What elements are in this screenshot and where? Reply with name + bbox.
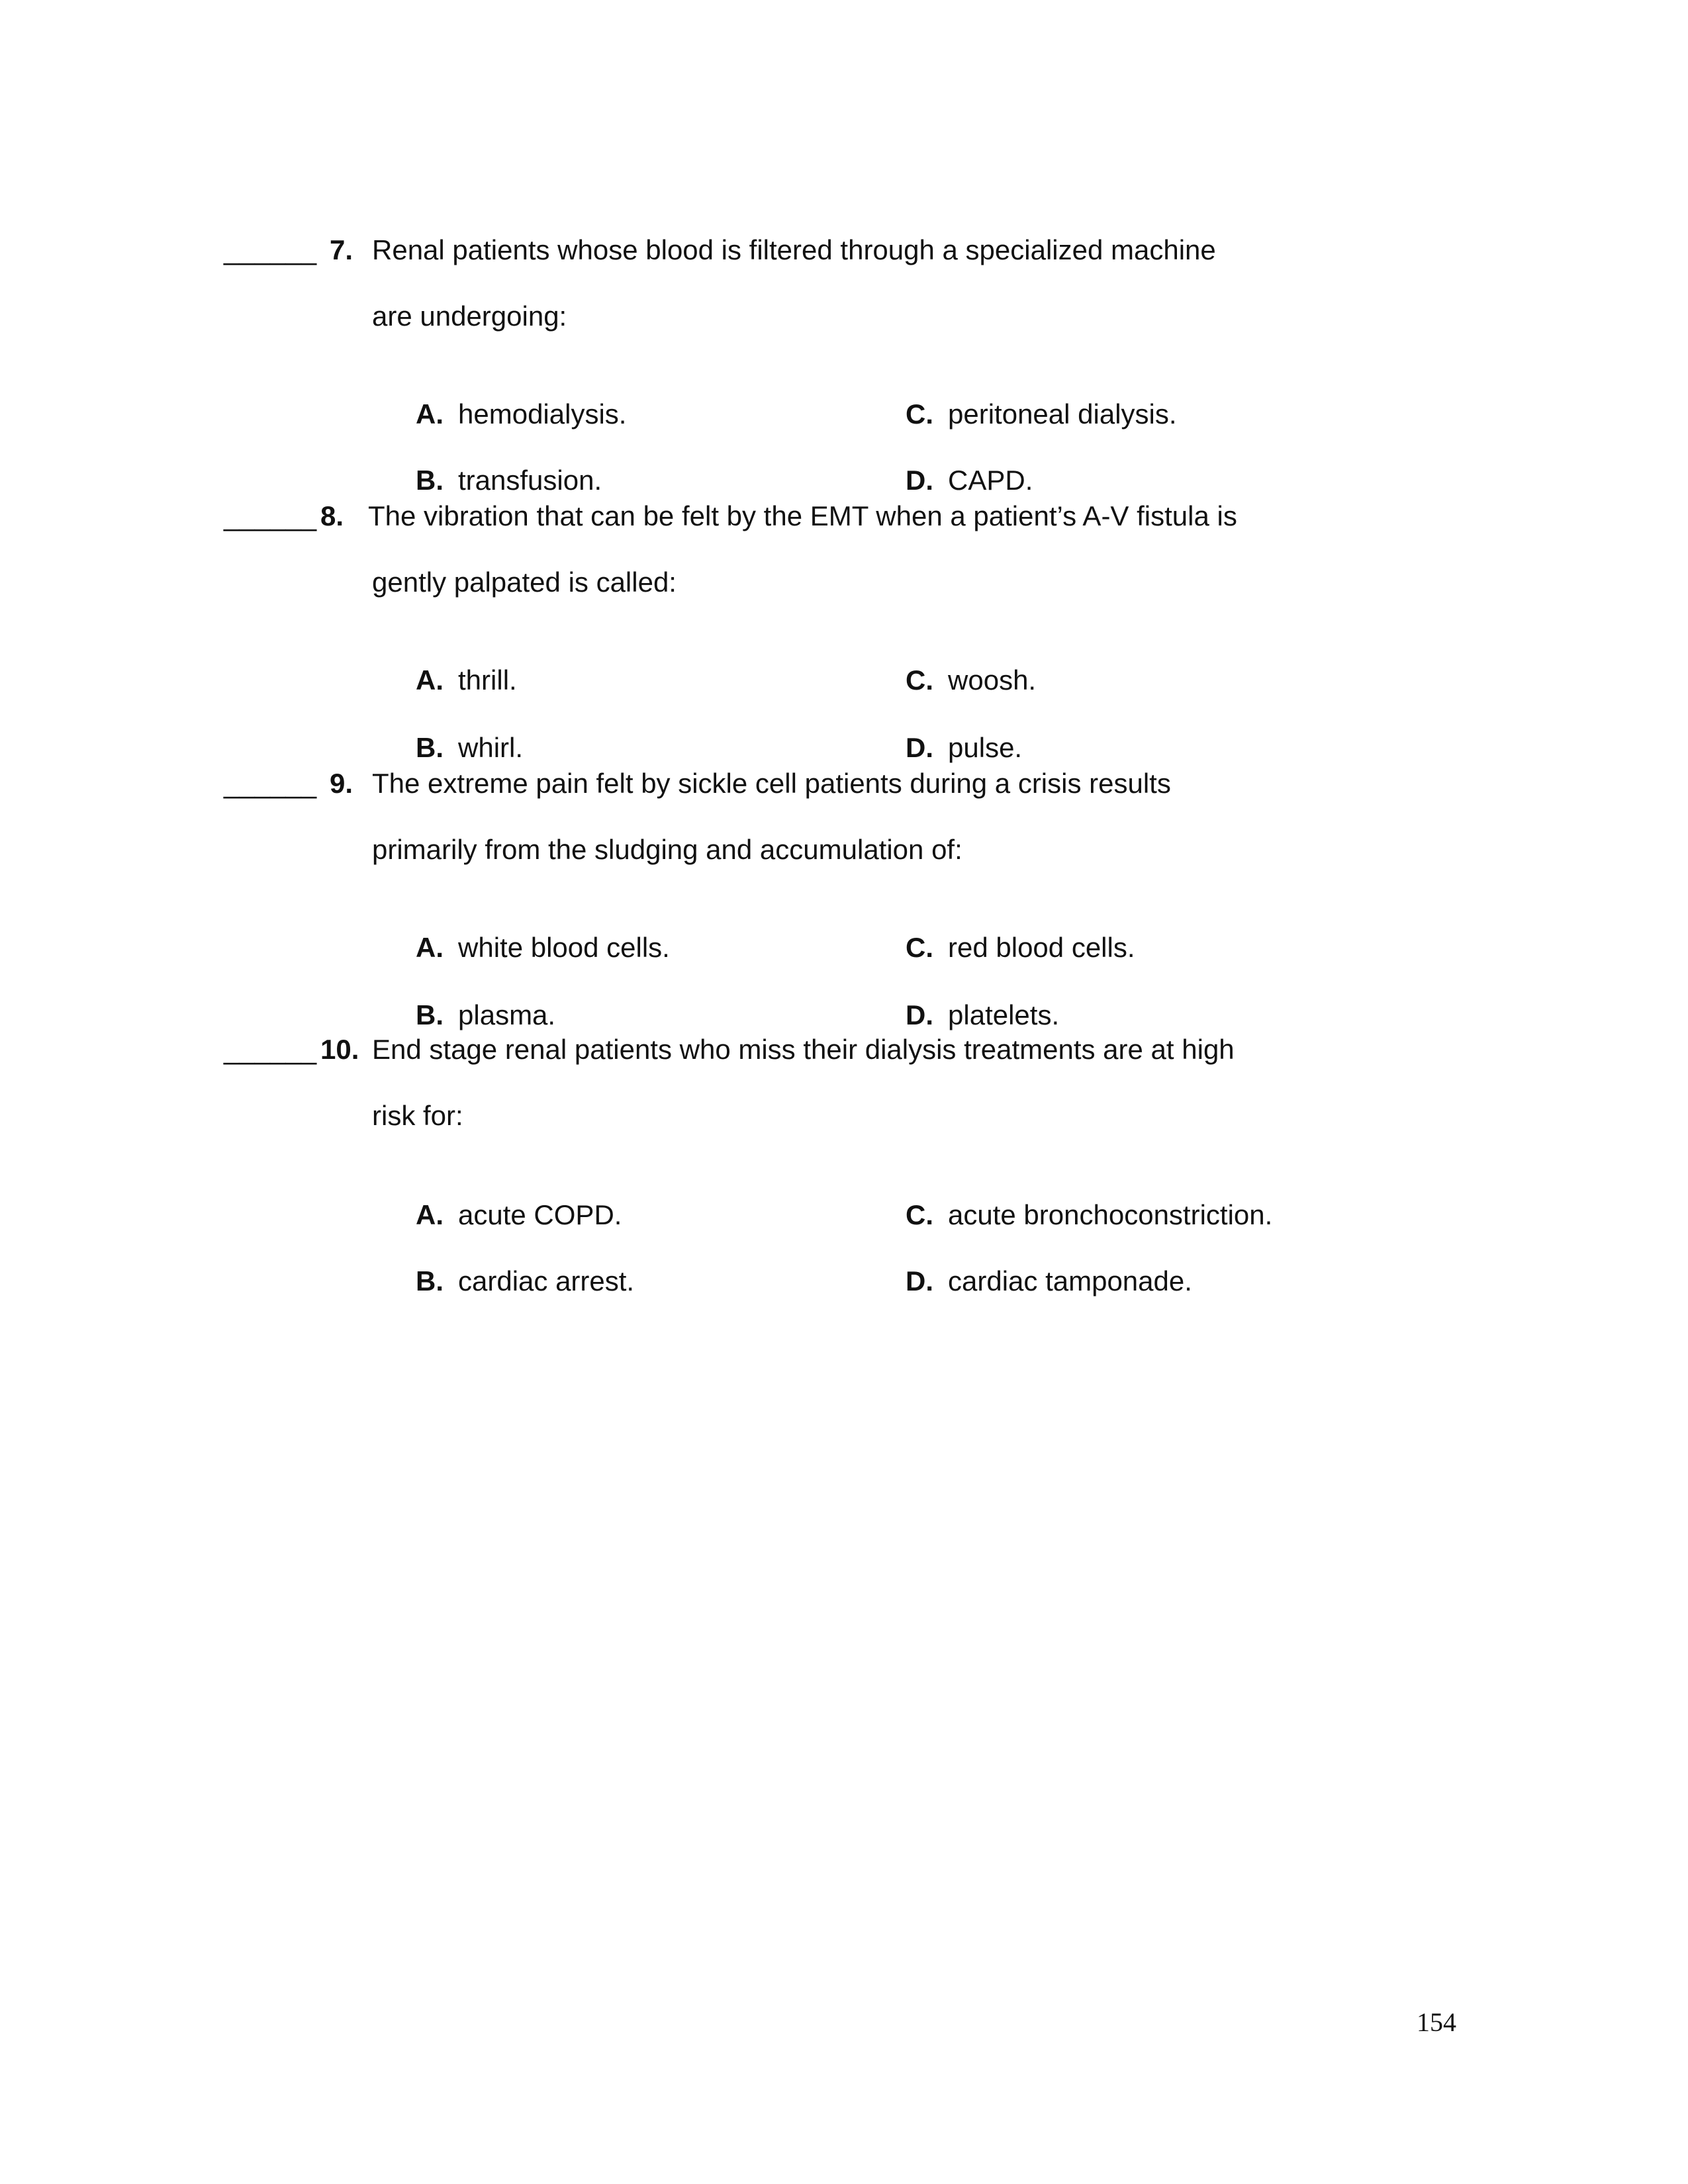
question-stem-line-1: End stage renal patients who miss their dialysis treatments are at high [372,1034,1235,1065]
choice-letter: D. [906,1265,934,1297]
choice-letter: D. [906,465,934,496]
question-stem-line-2: primarily from the sludging and accumulation of: [372,834,962,865]
question-number: 10. [320,1034,359,1065]
choice-letter: D. [906,999,934,1030]
choice-letter: A. [416,398,444,430]
question-number: 9. [330,768,353,799]
choice-text: whirl. [458,732,524,763]
choice-text: cardiac arrest. [458,1265,635,1297]
choice-text: thrill. [458,664,517,696]
answer-blank: ______ [224,500,317,531]
choice-letter: C. [906,664,934,696]
choice-text: acute COPD. [458,1199,622,1230]
choice-letter: B. [416,999,444,1030]
choice-text: white blood cells. [458,932,670,963]
page-number: 154 [1417,2007,1456,2037]
question-number: 8. [320,500,344,531]
choice-letter: B. [416,465,444,496]
question-stem-line-2: are undergoing: [372,300,567,332]
choice-letter: C. [906,398,934,430]
choice-letter: A. [416,664,444,696]
choice-letter: C. [906,932,934,963]
choice-letter: A. [416,932,444,963]
choice-letter: D. [906,732,934,763]
question-stem-line-2: gently palpated is called: [372,567,677,598]
choice-text: transfusion. [458,465,602,496]
choice-d [859,1234,1192,1329]
choice-text: peritoneal dialysis. [948,398,1177,430]
question-stem-line-2: risk for: [372,1100,463,1131]
choice-text: acute bronchoconstriction. [948,1199,1273,1230]
answer-blank: ______ [224,768,317,799]
choice-text: CAPD. [948,465,1033,496]
choice-text: plasma. [458,999,556,1030]
choice-text: pulse. [948,732,1023,763]
answer-blank: ______ [224,234,317,265]
choice-text: platelets. [948,999,1060,1030]
choice-text: woosh. [948,664,1037,696]
choice-text: red blood cells. [948,932,1135,963]
question-stem-line-1: The vibration that can be felt by the EMT when a patient’s A-V fistula is [368,500,1237,531]
answer-blank: ______ [224,1034,317,1065]
choice-text: hemodialysis. [458,398,627,430]
question-number: 7. [330,234,353,265]
question-stem-line-1: Renal patients whose blood is filtered through a specialized machine [372,234,1216,265]
choice-letter: B. [416,732,444,763]
choice-letter: B. [416,1265,444,1297]
choice-letter: A. [416,1199,444,1230]
choice-letter: C. [906,1199,934,1230]
choice-text: cardiac tamponade. [948,1265,1192,1297]
choice-b [369,1234,634,1329]
question-stem-line-1: The extreme pain felt by sickle cell patients during a crisis results [372,768,1171,799]
